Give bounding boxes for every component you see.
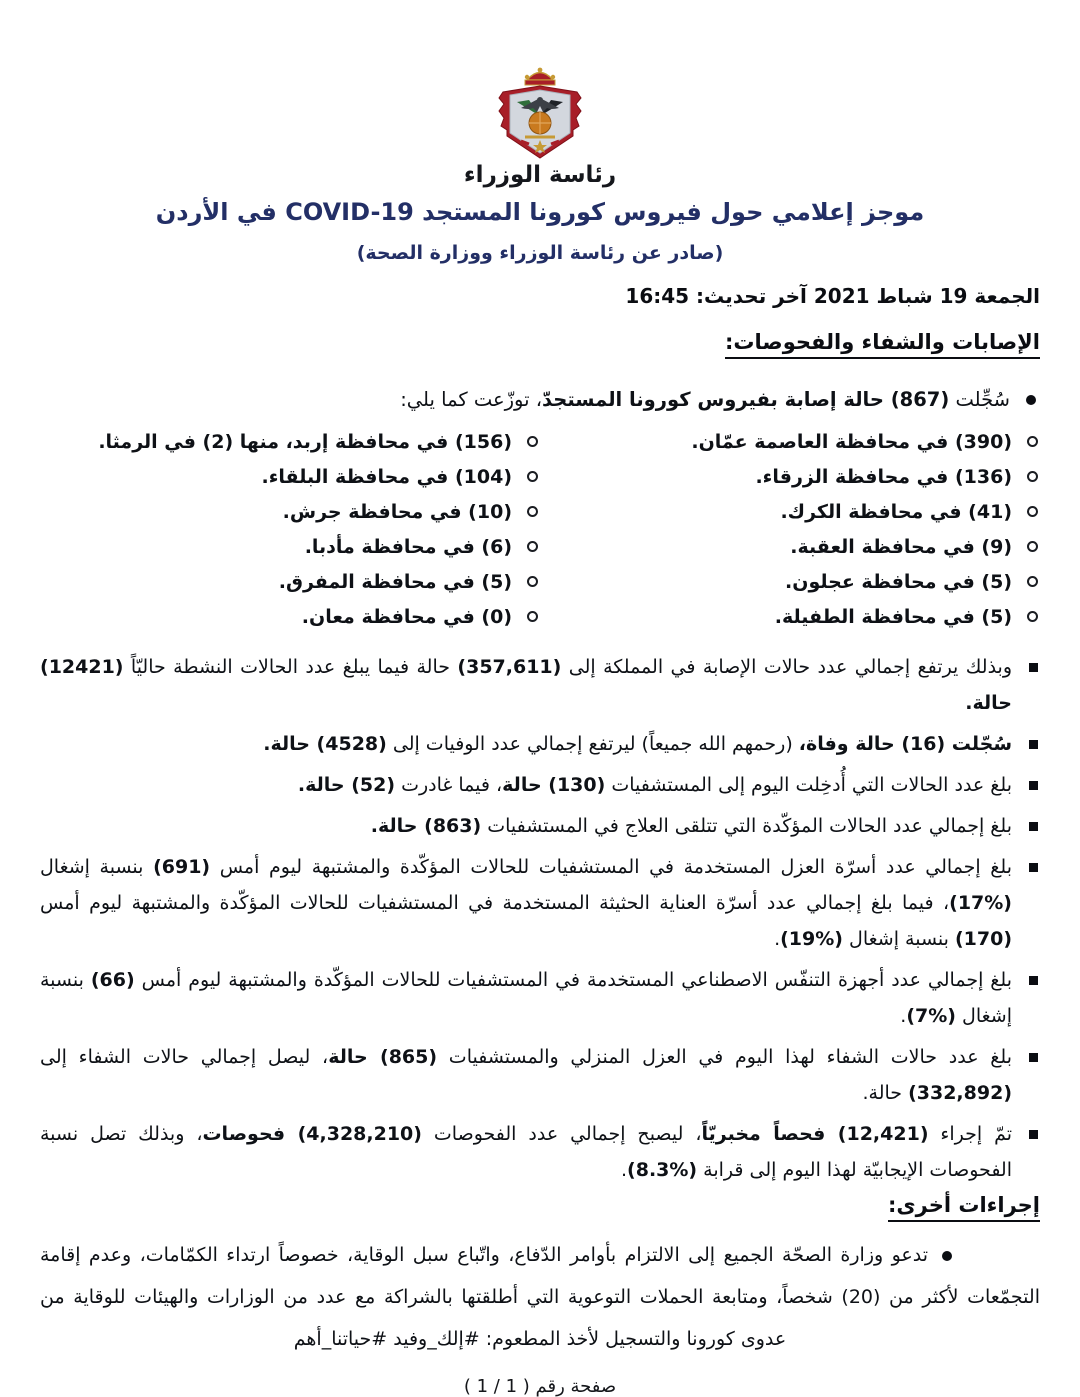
- org-name: رئاسة الوزراء: [463, 162, 617, 188]
- stat-lab-tests: تمّ إجراء (12,421) فحصاً مخبريّاً، ليصبح إجمالي عدد الفحوصات (4,328,210) فحوصات، وبذلك تصل نسبة الفحوصات الإيجابيّة لهذا اليوم إلى قرابة (%8.3).: [40, 1116, 1040, 1188]
- bullet-square-icon: [1029, 1053, 1038, 1062]
- list-item-amman: (390) في محافظة العاصمة عمّان.: [540, 425, 1040, 460]
- new-cases-text: سُجِّلت (867) حالة إصابة بفيروس كورونا المستجدّ، توزّعت كما يلي:: [400, 388, 1010, 411]
- bullet-circle-icon: [1027, 436, 1038, 447]
- list-item-karak: (41) في محافظة الكرك.: [540, 495, 1040, 530]
- bullet-square-icon: [1029, 781, 1038, 790]
- bullet-circle-icon: [527, 471, 538, 482]
- stat-deaths: سُجّلت (16) حالة وفاة، (رحمهم الله جميعاً) ليرتفع إجمالي عدد الوفيات إلى (4528) حالة.: [40, 726, 1040, 762]
- governorates-list: [40, 425, 1040, 635]
- page-number: صفحة رقم ( 1 / 1 ): [463, 1376, 617, 1397]
- bullet-circle-icon: [527, 611, 538, 622]
- stat-recoveries: بلغ عدد حالات الشفاء لهذا اليوم في العزل المنزلي والمستشفيات (865) حالة، ليصل إجمالي حالات الشفاء إلى (332,892) حالة.: [40, 1039, 1040, 1111]
- bullet-circle-icon: [527, 576, 538, 587]
- list-item-mafraq: (5) في محافظة المفرق.: [40, 565, 540, 600]
- statistics-list: [40, 649, 1040, 1188]
- bullet-square-icon: [1029, 976, 1038, 985]
- header-logo: [40, 64, 1040, 188]
- list-item-aqaba: (9) في محافظة العقبة.: [540, 530, 1040, 565]
- bullet-square-icon: [1029, 863, 1038, 872]
- bullet-circle-icon: [527, 506, 538, 517]
- list-item-madaba: (6) في محافظة مأدبا.: [40, 530, 540, 565]
- bullet-circle-icon: [527, 436, 538, 447]
- bullet-dot-icon: [942, 1251, 952, 1261]
- bullet-circle-icon: [527, 541, 538, 552]
- list-item-irbid: (156) في محافظة إربد، منها (2) في الرمثا.: [40, 425, 540, 460]
- stat-isolation-icu-beds: بلغ إجمالي عدد أسرّة العزل المستخدمة في المستشفيات للحالات المؤكّدة والمشتبهة ليوم أمس (691) بنسبة إشغال (%17)، فيما بلغ إجمالي عدد أسرّة العناية الحثيثة المستخدمة في المستشفيات للحالات المؤكّدة والمشتبهة ليوم أمس (170) بنسبة إشغال (%19).: [40, 849, 1040, 957]
- bullet-circle-icon: [1027, 506, 1038, 517]
- stat-total-cases: وبذلك يرتفع إجمالي عدد حالات الإصابة في المملكة إلى (357,611) حالة فيما يبلغ عدد الحالات النشطة حاليّاً (12421) حالة.: [40, 649, 1040, 721]
- bullet-circle-icon: [1027, 541, 1038, 552]
- new-cases-summary: [40, 383, 1040, 417]
- list-item-ajloun: (5) في محافظة عجلون.: [540, 565, 1040, 600]
- bullet-circle-icon: [1027, 471, 1038, 482]
- bullet-square-icon: [1029, 822, 1038, 831]
- list-item-maan: (0) في محافظة معان.: [40, 600, 540, 635]
- bullet-circle-icon: [1027, 576, 1038, 587]
- section-heading-other-procedures: إجراءات أخرى:: [40, 1193, 1040, 1222]
- bullet-circle-icon: [1027, 611, 1038, 622]
- health-ministry-call: [40, 1234, 1040, 1360]
- list-item-zarqa: (136) في محافظة الزرقاء.: [540, 460, 1040, 495]
- bullet-square-icon: [1029, 663, 1038, 672]
- bullet-dot-icon: [1026, 395, 1036, 405]
- list-item-tafileh: (5) في محافظة الطفيلة.: [540, 600, 1040, 635]
- jordan-coat-of-arms-icon: [477, 64, 603, 160]
- bullet-square-icon: [1029, 740, 1038, 749]
- bullet-square-icon: [1029, 1130, 1038, 1139]
- date-last-updated: الجمعة 19 شباط 2021 آخر تحديث: 16:45: [625, 284, 1040, 308]
- list-item-balqa: (104) في محافظة البلقاء.: [40, 460, 540, 495]
- section-heading-infections: الإصابات والشفاء والفحوصات:: [40, 330, 1040, 359]
- page-title: موجز إعلامي حول فيروس كورونا المستجد COVID-19 في الأردن: [155, 198, 925, 226]
- stat-hospital-admissions: بلغ عدد الحالات التي أُدخِلت اليوم إلى المستشفيات (130) حالة، فيما غادرت (52) حالة.: [40, 767, 1040, 803]
- stat-confirmed-in-hospitals: بلغ إجمالي عدد الحالات المؤكّدة التي تتلقى العلاج في المستشفيات (863) حالة.: [40, 808, 1040, 844]
- stat-ventilators: بلغ إجمالي عدد أجهزة التنفّس الاصطناعي المستخدمة في المستشفيات للحالات المؤكّدة والمشتبهة ليوم أمس (66) بنسبة إشغال (%7).: [40, 962, 1040, 1034]
- health-ministry-call-text: تدعو وزارة الصحّة الجميع إلى الالتزام بأوامر الدّفاع، واتّباع سبل الوقاية، خصوصاً ارتداء الكمّامات، وعدم إقامة التجمّعات لأكثر من (20) شخصاً، ومتابعة الحملات التوعوية التي أطلقتها بالشراكة مع عدد من الوزارات والهيئات للوقاية من عدوى كورونا والتسجيل لأخذ المطعوم: #إلك_وفيد #حياتنا_أهم: [40, 1244, 1040, 1350]
- list-item-jerash: (10) في محافظة جرش.: [40, 495, 540, 530]
- page-subtitle: (صادر عن رئاسة الوزراء ووزارة الصحة): [356, 242, 724, 264]
